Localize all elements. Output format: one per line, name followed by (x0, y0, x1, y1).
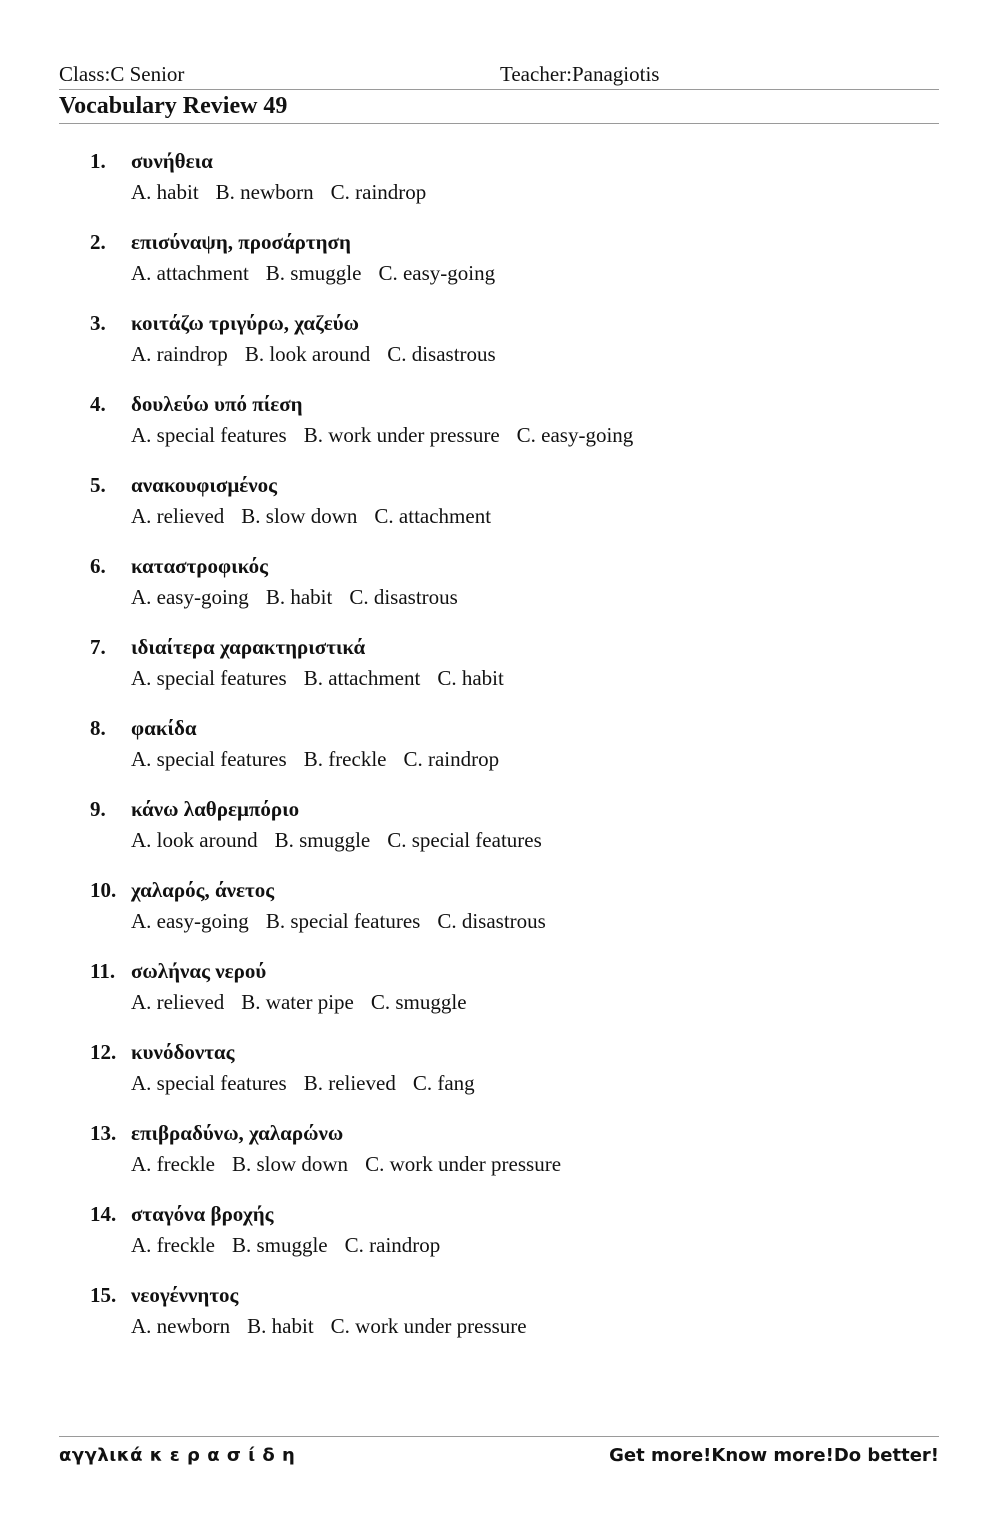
answer-option[interactable]: C. easy-going (378, 261, 496, 285)
page-title: Vocabulary Review 49 (59, 93, 288, 119)
question-number: 1. (90, 149, 106, 173)
question-item (0, 149, 1000, 230)
answer-option[interactable]: A. special features (131, 1071, 287, 1095)
answer-options (131, 909, 563, 934)
answer-option[interactable]: A. relieved (131, 990, 225, 1014)
question-number: 3. (90, 311, 106, 335)
question-term: σταγόνα βροχής (131, 1202, 274, 1226)
teacher-label: Teacher:Panagiotis (500, 62, 660, 86)
answer-option[interactable]: A. easy-going (131, 585, 249, 609)
footer-slogan: Get more!Know more!Do better! (609, 1445, 939, 1466)
answer-option[interactable]: B. work under pressure (303, 423, 500, 447)
page-header (59, 62, 939, 90)
question-term: κυνόδοντας (131, 1040, 235, 1064)
answer-option[interactable]: A. special features (131, 747, 287, 771)
answer-option[interactable]: A. special features (131, 666, 287, 690)
answer-option[interactable]: C. special features (387, 828, 542, 852)
question-item (0, 716, 1000, 797)
answer-options (131, 1152, 578, 1177)
answer-options (131, 585, 475, 610)
question-number: 4. (90, 392, 106, 416)
answer-option[interactable]: C. smuggle (370, 990, 467, 1014)
question-list (0, 149, 1000, 1364)
answer-option[interactable]: A. attachment (131, 261, 249, 285)
answer-options (131, 1233, 457, 1258)
answer-option[interactable]: A. look around (131, 828, 258, 852)
class-label: Class:C Senior (59, 62, 185, 86)
answer-option[interactable]: B. newborn (215, 180, 314, 204)
answer-options (131, 1071, 492, 1096)
answer-options (131, 504, 508, 529)
question-term: κάνω λαθρεμπόριο (131, 797, 300, 821)
question-term: χαλαρός, άνετος (131, 878, 275, 902)
answer-option[interactable]: B. water pipe (241, 990, 354, 1014)
answer-option[interactable]: C. raindrop (330, 180, 427, 204)
answer-option[interactable]: B. relieved (303, 1071, 396, 1095)
answer-options (131, 342, 513, 367)
answer-option[interactable]: B. look around (244, 342, 371, 366)
answer-options (131, 423, 650, 448)
answer-option[interactable]: B. smuggle (274, 828, 371, 852)
question-number: 2. (90, 230, 106, 254)
question-term: νεογέννητος (131, 1283, 239, 1307)
question-number: 13. (90, 1121, 117, 1145)
question-item (0, 1040, 1000, 1121)
question-item (0, 797, 1000, 878)
question-item (0, 635, 1000, 716)
title-row (59, 93, 939, 124)
question-item (0, 473, 1000, 554)
question-item (0, 1202, 1000, 1283)
question-number: 15. (90, 1283, 117, 1307)
footer-brand: αγγλικά κ ε ρ α σ ί δ η (59, 1445, 296, 1466)
answer-option[interactable]: C. fang (412, 1071, 475, 1095)
question-item (0, 959, 1000, 1040)
answer-option[interactable]: C. work under pressure (330, 1314, 527, 1338)
answer-option[interactable]: C. easy-going (516, 423, 634, 447)
answer-option[interactable]: C. attachment (374, 504, 492, 528)
question-item (0, 554, 1000, 635)
question-item (0, 1121, 1000, 1202)
answer-options (131, 180, 443, 205)
page-footer (59, 1436, 939, 1477)
question-number: 7. (90, 635, 106, 659)
question-item (0, 392, 1000, 473)
question-item (0, 1283, 1000, 1364)
answer-option[interactable]: C. work under pressure (365, 1152, 562, 1176)
answer-option[interactable]: B. slow down (241, 504, 358, 528)
answer-option[interactable]: B. slow down (231, 1152, 349, 1176)
question-term: καταστροφικός (131, 554, 269, 578)
answer-options (131, 261, 512, 286)
question-item (0, 230, 1000, 311)
answer-option[interactable]: C. raindrop (403, 747, 500, 771)
answer-options (131, 1314, 544, 1339)
question-term: κοιτάζω τριγύρω, χαζεύω (131, 311, 359, 335)
question-item (0, 311, 1000, 392)
answer-option[interactable]: B. habit (247, 1314, 314, 1338)
question-item (0, 878, 1000, 959)
answer-option[interactable]: B. special features (265, 909, 421, 933)
answer-option[interactable]: A. easy-going (131, 909, 249, 933)
answer-option[interactable]: A. raindrop (131, 342, 228, 366)
answer-option[interactable]: B. smuggle (231, 1233, 328, 1257)
answer-option[interactable]: C. disastrous (437, 909, 546, 933)
question-term: ανακουφισμένος (131, 473, 277, 497)
answer-option[interactable]: C. disastrous (387, 342, 496, 366)
question-number: 5. (90, 473, 106, 497)
answer-options (131, 828, 559, 853)
answer-option[interactable]: C. habit (437, 666, 504, 690)
question-term: ιδιαίτερα χαρακτηριστικά (131, 635, 366, 659)
answer-options (131, 747, 516, 772)
answer-option[interactable]: A. newborn (131, 1314, 231, 1338)
question-number: 10. (90, 878, 117, 902)
question-term: συνήθεια (131, 149, 213, 173)
question-term: σωλήνας νερού (131, 959, 267, 983)
question-number: 8. (90, 716, 106, 740)
answer-option[interactable]: B. habit (265, 585, 333, 609)
answer-option[interactable]: C. disastrous (349, 585, 458, 609)
answer-option[interactable]: A. relieved (131, 504, 225, 528)
question-term: επιβραδύνω, χαλαρώνω (131, 1121, 344, 1145)
answer-options (131, 990, 484, 1015)
answer-option[interactable]: A. habit (131, 180, 199, 204)
answer-option[interactable]: A. freckle (131, 1233, 215, 1257)
question-number: 14. (90, 1202, 117, 1226)
question-number: 11. (90, 959, 116, 983)
question-number: 12. (90, 1040, 117, 1064)
question-number: 9. (90, 797, 106, 821)
question-term: δουλεύω υπό πίεση (131, 392, 303, 416)
answer-option[interactable]: A. special features (131, 423, 287, 447)
answer-option[interactable]: B. freckle (303, 747, 387, 771)
answer-option[interactable]: A. freckle (131, 1152, 215, 1176)
answer-option[interactable]: C. raindrop (344, 1233, 441, 1257)
answer-option[interactable]: B. attachment (303, 666, 421, 690)
answer-option[interactable]: B. smuggle (265, 261, 362, 285)
answer-options (131, 666, 521, 691)
question-term: επισύναψη, προσάρτηση (131, 230, 351, 254)
question-term: φακίδα (131, 716, 197, 740)
question-number: 6. (90, 554, 106, 578)
